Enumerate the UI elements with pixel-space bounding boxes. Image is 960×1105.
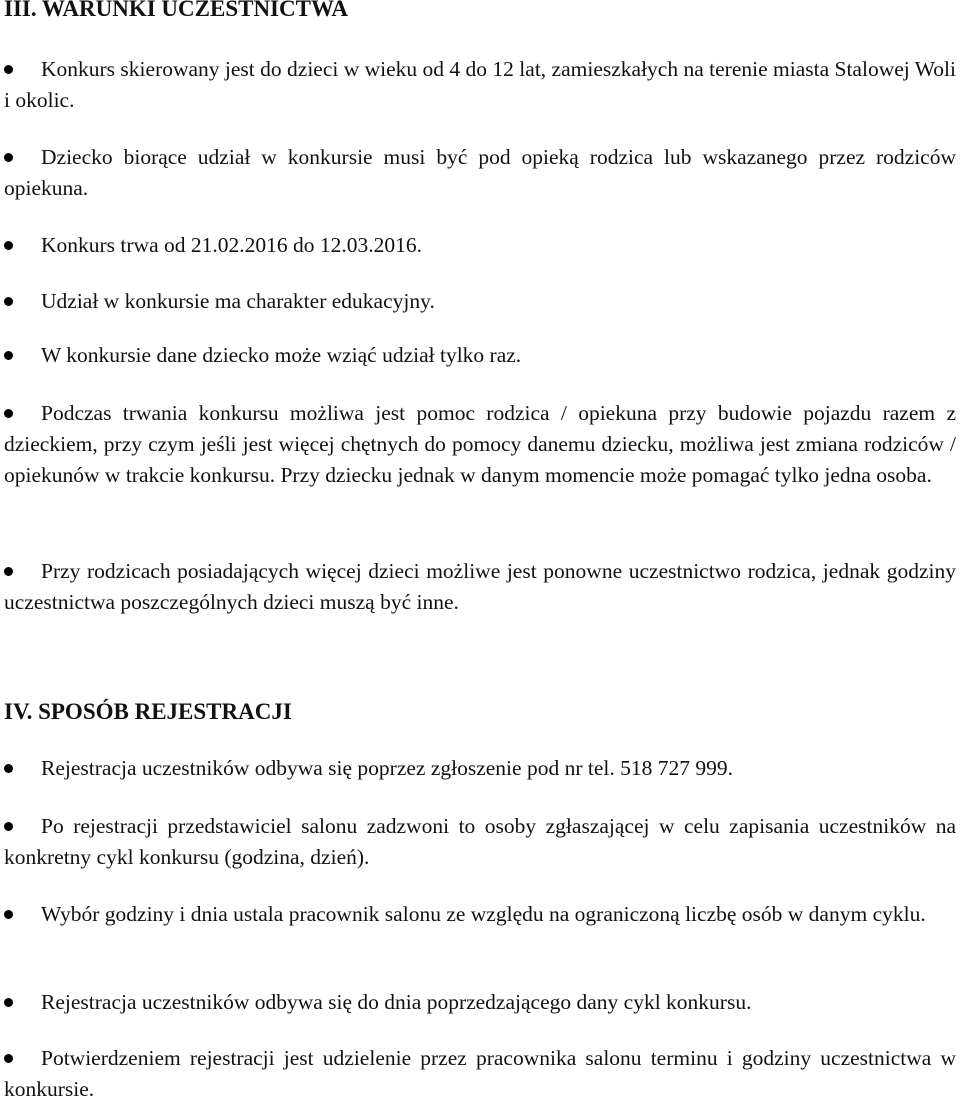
list-item-salon-call — [4, 811, 956, 873]
list-item-contest-dates — [4, 230, 956, 261]
bullet-icon — [4, 241, 13, 250]
list-item-text: Rejestracja uczestników odbywa się do dnia poprzedzającego dany cykl konkursu. — [41, 990, 752, 1014]
bullet-icon — [4, 764, 13, 773]
list-item-multiple-children — [4, 556, 956, 618]
list-item-educational — [4, 286, 956, 317]
list-item-time-selection — [4, 899, 956, 930]
list-item-guardian-care — [4, 142, 956, 204]
bullet-icon — [4, 1054, 13, 1063]
list-item-text: Konkurs skierowany jest do dzieci w wieku od 4 do 12 lat, zamieszkałych na terenie miasta Stalowej Woli i okolic. — [4, 57, 956, 112]
bullet-icon — [4, 567, 13, 576]
section-heading-warunki-uczestnictwa: III. WARUNKI UCZESTNICTWA — [4, 0, 349, 21]
list-item-text: Po rejestracji przedstawiciel salonu zadzwoni to osoby zgłaszającej w celu zapisania uczestników na konkretny cykl konkursu (godzina, dzień). — [4, 814, 956, 869]
list-item-text: W konkursie dane dziecko może wziąć udział tylko raz. — [41, 343, 522, 367]
list-item-text: Udział w konkursie ma charakter edukacyjny. — [41, 289, 435, 313]
bullet-icon — [4, 910, 13, 919]
list-item-text: Wybór godziny i dnia ustala pracownik salonu ze względu na ograniczoną liczbę osób w danym cyklu. — [41, 902, 926, 926]
bullet-icon — [4, 998, 13, 1007]
bullet-icon — [4, 297, 13, 306]
list-item-age-range — [4, 54, 956, 116]
bullet-icon — [4, 65, 13, 74]
list-item-text: Potwierdzeniem rejestracji jest udzielenie przez pracownika salonu terminu i godziny uczestnictwa w konkursie. — [4, 1046, 956, 1101]
bullet-icon — [4, 409, 13, 418]
bullet-icon — [4, 153, 13, 162]
list-item-registration-deadline — [4, 987, 956, 1018]
list-item-text: Przy rodzicach posiadających więcej dzieci możliwe jest ponowne uczestnictwo rodzica, jednak godziny uczestnictwa poszczególnych dzieci muszą być inne. — [4, 559, 956, 614]
section-heading-sposob-rejestracji: IV. SPOSÓB REJESTRACJI — [4, 699, 292, 724]
list-item-text: Konkurs trwa od 21.02.2016 do 12.03.2016. — [41, 233, 423, 257]
bullet-icon — [4, 351, 13, 360]
list-item-confirmation — [4, 1043, 956, 1105]
list-item-text: Dziecko biorące udział w konkursie musi być pod opieką rodzica lub wskazanego przez rodziców opiekuna. — [4, 145, 956, 200]
list-item-text: Podczas trwania konkursu możliwa jest pomoc rodzica / opiekuna przy budowie pojazdu razem z dzieckiem, przy czym jeśli jest więcej chętnych do pomocy danemu dziecku, możliwa jest zmiana rodziców / opiekunów w trakcie konkursu. Przy dziecku jednak w danym momencie może pomagać tylko jedna osoba. — [4, 401, 956, 487]
list-item-once-only — [4, 340, 956, 371]
bullet-icon — [4, 822, 13, 831]
list-item-phone-registration — [4, 753, 956, 784]
list-item-text: Rejestracja uczestników odbywa się poprzez zgłoszenie pod nr tel. 518 727 999. — [41, 756, 733, 780]
list-item-parent-help — [4, 398, 956, 491]
